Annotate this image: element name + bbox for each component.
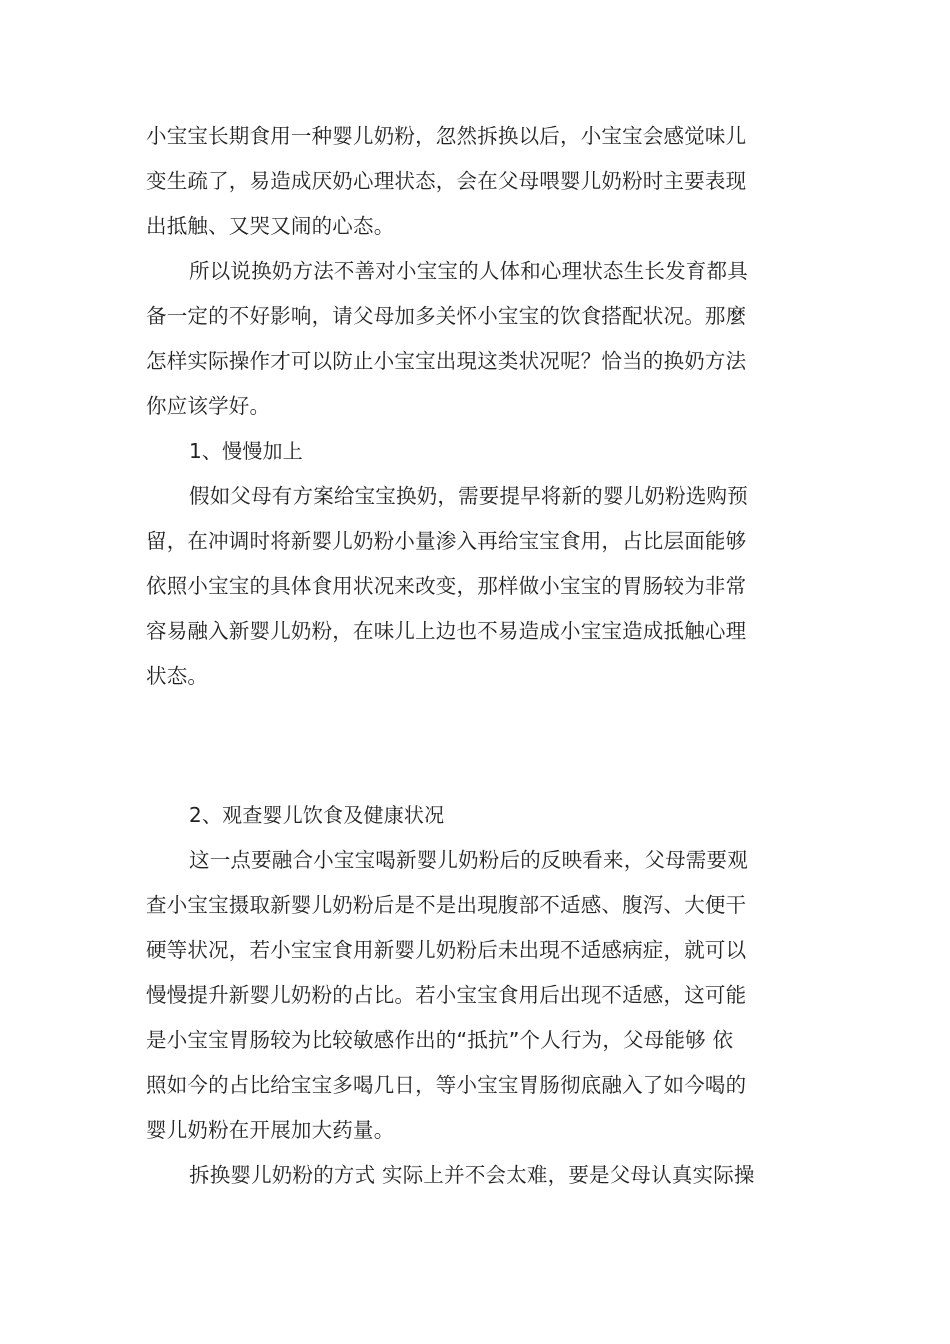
paragraph-4-line-6: 照如今的占比给宝宝多喝几日，等小宝宝胃肠彻底融入了如今喝的 [146,1073,747,1097]
paragraph-5-line-1: 拆换婴儿奶粉的方式 实际上并不会太难，要是父母认真实际操 [189,1163,755,1187]
paragraph-2-line-1: 所以说换奶方法不善对小宝宝的人体和心理状态生长发育都具 [189,259,748,283]
paragraph-4-line-1: 这一点要融合小宝宝喝新婴儿奶粉后的反映看来，父母需要观 [189,848,748,872]
paragraph-3-line-2: 留，在冲调时将新婴儿奶粉小量渗入再给宝宝食用，占比层面能够 [146,529,747,553]
paragraph-3-line-3: 依照小宝宝的具体食用状况来改变，那样做小宝宝的胃肠较为非常 [146,574,747,598]
paragraph-1-line-2: 变生疏了，易造成厌奶心理状态，会在父母喂婴儿奶粉时主要表现 [146,169,747,193]
paragraph-4-line-7: 婴儿奶粉在开展加大药量。 [146,1118,395,1142]
paragraph-4-line-5: 是小宝宝胃肠较为比较敏感作出的“抵抗”个人行为，父母能够 依 [146,1028,734,1052]
paragraph-3-line-5: 状态。 [146,664,209,688]
paragraph-4-line-4: 慢慢提升新婴儿奶粉的占比。若小宝宝食用后出现不适感，这可能 [146,983,747,1007]
paragraph-3-line-1: 假如父母有方案给宝宝换奶，需要提早将新的婴儿奶粉选购预 [189,484,748,508]
paragraph-2-line-2: 备一定的不好影响，请父母加多关怀小宝宝的饮食搭配状况。那麼 [146,304,747,328]
paragraph-4-line-3: 硬等状况，若小宝宝食用新婴儿奶粉后未出現不适感病症，就可以 [146,938,747,962]
section-heading-2: 2、观查婴儿饮食及健康状况 [189,803,445,827]
paragraph-2-line-3: 怎样实际操作才可以防止小宝宝出現这类状况呢？恰当的换奶方法 [146,349,747,373]
paragraph-3-line-4: 容易融入新婴儿奶粉，在味儿上边也不易造成小宝宝造成抵触心理 [146,619,747,643]
paragraph-1-line-3: 出抵触、又哭又闹的心态。 [146,214,395,238]
paragraph-2-line-4: 你应该学好。 [146,394,271,418]
paragraph-4-line-2: 查小宝宝摄取新婴儿奶粉后是不是出現腹部不适感、腹泻、大便干 [146,893,747,917]
section-heading-1: 1、慢慢加上 [189,439,303,463]
paragraph-1-line-1: 小宝宝长期食用一种婴儿奶粉，忽然拆换以后，小宝宝会感觉味儿 [146,124,747,148]
